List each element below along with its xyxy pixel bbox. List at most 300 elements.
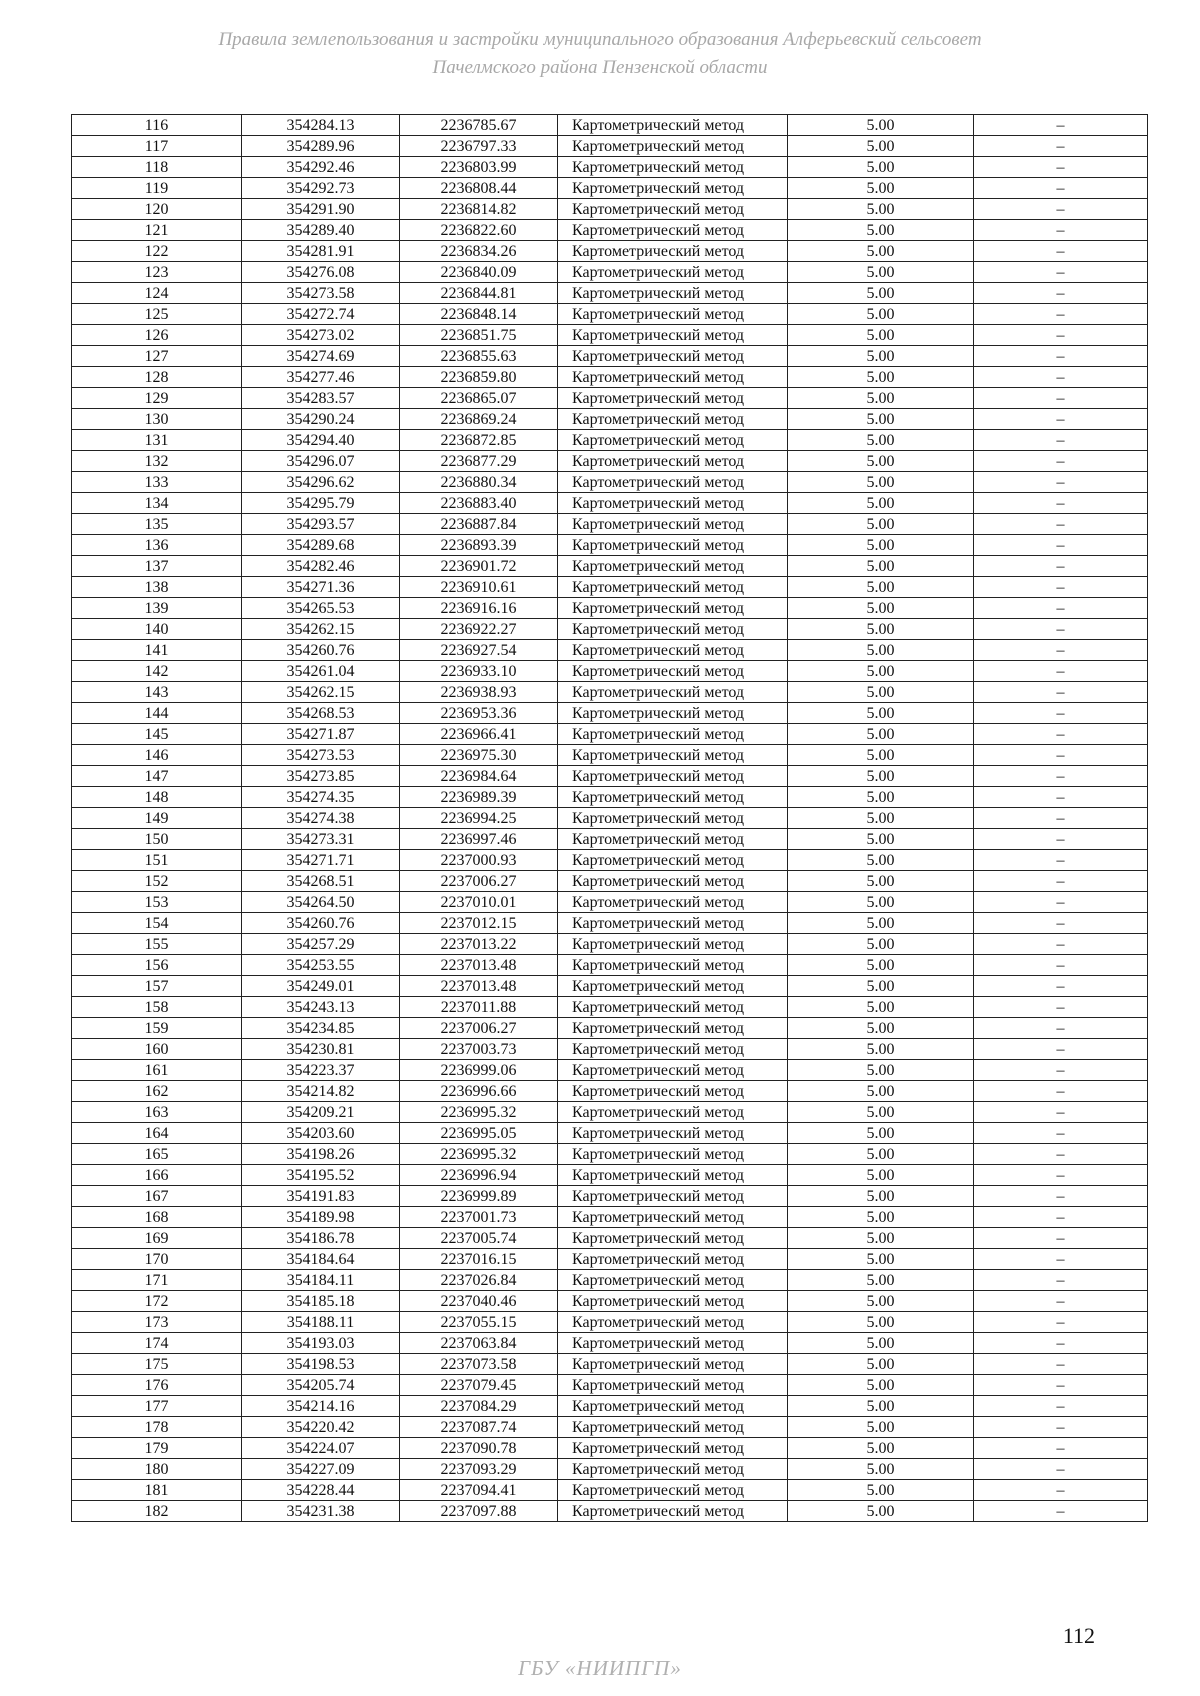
accuracy-cell: 5.00	[788, 787, 974, 808]
x-coordinate-cell: 354184.11	[242, 1270, 400, 1291]
x-coordinate-cell: 354253.55	[242, 955, 400, 976]
note-cell: –	[974, 1186, 1148, 1207]
table-row	[72, 808, 1148, 829]
point-number-cell: 124	[72, 283, 242, 304]
x-coordinate-cell: 354281.91	[242, 241, 400, 262]
y-coordinate-cell: 2236910.61	[400, 577, 558, 598]
x-coordinate-cell: 354273.85	[242, 766, 400, 787]
x-coordinate-cell: 354268.53	[242, 703, 400, 724]
table-row	[72, 619, 1148, 640]
point-number-cell: 175	[72, 1354, 242, 1375]
y-coordinate-cell: 2237055.15	[400, 1312, 558, 1333]
note-cell: –	[974, 178, 1148, 199]
table-row	[72, 1270, 1148, 1291]
accuracy-cell: 5.00	[788, 157, 974, 178]
note-cell: –	[974, 619, 1148, 640]
note-cell: –	[974, 1354, 1148, 1375]
point-number-cell: 128	[72, 367, 242, 388]
y-coordinate-cell: 2236840.09	[400, 262, 558, 283]
point-number-cell: 141	[72, 640, 242, 661]
x-coordinate-cell: 354261.04	[242, 661, 400, 682]
table-row	[72, 514, 1148, 535]
point-number-cell: 129	[72, 388, 242, 409]
table-row	[72, 325, 1148, 346]
note-cell: –	[974, 346, 1148, 367]
accuracy-cell: 5.00	[788, 1144, 974, 1165]
y-coordinate-cell: 2236995.05	[400, 1123, 558, 1144]
method-cell: Картометрический метод	[558, 409, 788, 430]
x-coordinate-cell: 354198.26	[242, 1144, 400, 1165]
method-cell: Картометрический метод	[558, 304, 788, 325]
point-number-cell: 142	[72, 661, 242, 682]
x-coordinate-cell: 354193.03	[242, 1333, 400, 1354]
method-cell: Картометрический метод	[558, 283, 788, 304]
x-coordinate-cell: 354289.96	[242, 136, 400, 157]
accuracy-cell: 5.00	[788, 808, 974, 829]
note-cell: –	[974, 451, 1148, 472]
method-cell: Картометрический метод	[558, 703, 788, 724]
accuracy-cell: 5.00	[788, 724, 974, 745]
point-number-cell: 145	[72, 724, 242, 745]
y-coordinate-cell: 2236901.72	[400, 556, 558, 577]
point-number-cell: 139	[72, 598, 242, 619]
y-coordinate-cell: 2236883.40	[400, 493, 558, 514]
point-number-cell: 180	[72, 1459, 242, 1480]
note-cell: –	[974, 955, 1148, 976]
accuracy-cell: 5.00	[788, 556, 974, 577]
point-number-cell: 157	[72, 976, 242, 997]
accuracy-cell: 5.00	[788, 577, 974, 598]
accuracy-cell: 5.00	[788, 430, 974, 451]
accuracy-cell: 5.00	[788, 829, 974, 850]
y-coordinate-cell: 2236851.75	[400, 325, 558, 346]
table-row	[72, 1228, 1148, 1249]
y-coordinate-cell: 2236938.93	[400, 682, 558, 703]
accuracy-cell: 5.00	[788, 976, 974, 997]
x-coordinate-cell: 354260.76	[242, 640, 400, 661]
note-cell: –	[974, 766, 1148, 787]
x-coordinate-cell: 354284.13	[242, 115, 400, 136]
method-cell: Картометрический метод	[558, 976, 788, 997]
point-number-cell: 174	[72, 1333, 242, 1354]
point-number-cell: 170	[72, 1249, 242, 1270]
table-row	[72, 703, 1148, 724]
table-row	[72, 535, 1148, 556]
table-row	[72, 262, 1148, 283]
x-coordinate-cell: 354223.37	[242, 1060, 400, 1081]
note-cell: –	[974, 430, 1148, 451]
point-number-cell: 158	[72, 997, 242, 1018]
point-number-cell: 127	[72, 346, 242, 367]
accuracy-cell: 5.00	[788, 598, 974, 619]
method-cell: Картометрический метод	[558, 1249, 788, 1270]
note-cell: –	[974, 1207, 1148, 1228]
y-coordinate-cell: 2236994.25	[400, 808, 558, 829]
y-coordinate-cell: 2236808.44	[400, 178, 558, 199]
accuracy-cell: 5.00	[788, 1291, 974, 1312]
method-cell: Картометрический метод	[558, 619, 788, 640]
x-coordinate-cell: 354185.18	[242, 1291, 400, 1312]
method-cell: Картометрический метод	[558, 1144, 788, 1165]
accuracy-cell: 5.00	[788, 913, 974, 934]
point-number-cell: 162	[72, 1081, 242, 1102]
method-cell: Картометрический метод	[558, 136, 788, 157]
table-row	[72, 724, 1148, 745]
table-row	[72, 115, 1148, 136]
point-number-cell: 119	[72, 178, 242, 199]
accuracy-cell: 5.00	[788, 745, 974, 766]
table-row	[72, 1459, 1148, 1480]
y-coordinate-cell: 2237010.01	[400, 892, 558, 913]
note-cell: –	[974, 1123, 1148, 1144]
y-coordinate-cell: 2237090.78	[400, 1438, 558, 1459]
accuracy-cell: 5.00	[788, 199, 974, 220]
x-coordinate-cell: 354203.60	[242, 1123, 400, 1144]
method-cell: Картометрический метод	[558, 514, 788, 535]
table-row	[72, 1186, 1148, 1207]
x-coordinate-cell: 354198.53	[242, 1354, 400, 1375]
note-cell: –	[974, 262, 1148, 283]
point-number-cell: 140	[72, 619, 242, 640]
point-number-cell: 159	[72, 1018, 242, 1039]
point-number-cell: 178	[72, 1417, 242, 1438]
accuracy-cell: 5.00	[788, 1459, 974, 1480]
note-cell: –	[974, 199, 1148, 220]
note-cell: –	[974, 808, 1148, 829]
method-cell: Картометрический метод	[558, 1291, 788, 1312]
method-cell: Картометрический метод	[558, 850, 788, 871]
y-coordinate-cell: 2236785.67	[400, 115, 558, 136]
accuracy-cell: 5.00	[788, 1354, 974, 1375]
method-cell: Картометрический метод	[558, 388, 788, 409]
x-coordinate-cell: 354249.01	[242, 976, 400, 997]
header-line-2: Пачелмского района Пензенской области	[432, 57, 768, 78]
note-cell: –	[974, 871, 1148, 892]
point-number-cell: 163	[72, 1102, 242, 1123]
note-cell: –	[974, 724, 1148, 745]
y-coordinate-cell: 2237073.58	[400, 1354, 558, 1375]
x-coordinate-cell: 354262.15	[242, 682, 400, 703]
method-cell: Картометрический метод	[558, 1102, 788, 1123]
method-cell: Картометрический метод	[558, 346, 788, 367]
x-coordinate-cell: 354205.74	[242, 1375, 400, 1396]
note-cell: –	[974, 241, 1148, 262]
x-coordinate-cell: 354277.46	[242, 367, 400, 388]
y-coordinate-cell: 2236887.84	[400, 514, 558, 535]
x-coordinate-cell: 354273.53	[242, 745, 400, 766]
point-number-cell: 172	[72, 1291, 242, 1312]
point-number-cell: 134	[72, 493, 242, 514]
method-cell: Картометрический метод	[558, 115, 788, 136]
point-number-cell: 167	[72, 1186, 242, 1207]
method-cell: Картометрический метод	[558, 766, 788, 787]
x-coordinate-cell: 354289.40	[242, 220, 400, 241]
note-cell: –	[974, 787, 1148, 808]
table-row	[72, 283, 1148, 304]
table-row	[72, 745, 1148, 766]
accuracy-cell: 5.00	[788, 640, 974, 661]
point-number-cell: 116	[72, 115, 242, 136]
y-coordinate-cell: 2237013.48	[400, 976, 558, 997]
x-coordinate-cell: 354260.76	[242, 913, 400, 934]
x-coordinate-cell: 354268.51	[242, 871, 400, 892]
accuracy-cell: 5.00	[788, 409, 974, 430]
table-row	[72, 157, 1148, 178]
accuracy-cell: 5.00	[788, 1102, 974, 1123]
note-cell: –	[974, 997, 1148, 1018]
note-cell: –	[974, 577, 1148, 598]
x-coordinate-cell: 354273.58	[242, 283, 400, 304]
table-row	[72, 661, 1148, 682]
point-number-cell: 169	[72, 1228, 242, 1249]
x-coordinate-cell: 354274.35	[242, 787, 400, 808]
method-cell: Картометрический метод	[558, 1270, 788, 1291]
point-number-cell: 160	[72, 1039, 242, 1060]
method-cell: Картометрический метод	[558, 829, 788, 850]
method-cell: Картометрический метод	[558, 661, 788, 682]
table-row	[72, 220, 1148, 241]
note-cell: –	[974, 1039, 1148, 1060]
x-coordinate-cell: 354293.57	[242, 514, 400, 535]
x-coordinate-cell: 354292.46	[242, 157, 400, 178]
y-coordinate-cell: 2236797.33	[400, 136, 558, 157]
y-coordinate-cell: 2236989.39	[400, 787, 558, 808]
y-coordinate-cell: 2237001.73	[400, 1207, 558, 1228]
method-cell: Картометрический метод	[558, 367, 788, 388]
method-cell: Картометрический метод	[558, 1375, 788, 1396]
accuracy-cell: 5.00	[788, 766, 974, 787]
point-number-cell: 147	[72, 766, 242, 787]
note-cell: –	[974, 115, 1148, 136]
table-row	[72, 829, 1148, 850]
point-number-cell: 125	[72, 304, 242, 325]
accuracy-cell: 5.00	[788, 1501, 974, 1522]
point-number-cell: 181	[72, 1480, 242, 1501]
point-number-cell: 122	[72, 241, 242, 262]
note-cell: –	[974, 703, 1148, 724]
accuracy-cell: 5.00	[788, 388, 974, 409]
point-number-cell: 123	[72, 262, 242, 283]
coordinates-table-body	[72, 115, 1148, 1522]
table-row	[72, 1480, 1148, 1501]
accuracy-cell: 5.00	[788, 1039, 974, 1060]
table-row	[72, 178, 1148, 199]
y-coordinate-cell: 2236996.94	[400, 1165, 558, 1186]
note-cell: –	[974, 1018, 1148, 1039]
point-number-cell: 154	[72, 913, 242, 934]
table-row	[72, 1396, 1148, 1417]
method-cell: Картометрический метод	[558, 1333, 788, 1354]
y-coordinate-cell: 2236997.46	[400, 829, 558, 850]
y-coordinate-cell: 2236999.89	[400, 1186, 558, 1207]
accuracy-cell: 5.00	[788, 1228, 974, 1249]
table-row	[72, 136, 1148, 157]
table-row	[72, 1291, 1148, 1312]
method-cell: Картометрический метод	[558, 1438, 788, 1459]
table-row	[72, 388, 1148, 409]
method-cell: Картометрический метод	[558, 157, 788, 178]
note-cell: –	[974, 304, 1148, 325]
accuracy-cell: 5.00	[788, 1396, 974, 1417]
y-coordinate-cell: 2237011.88	[400, 997, 558, 1018]
point-number-cell: 136	[72, 535, 242, 556]
table-row	[72, 1249, 1148, 1270]
point-number-cell: 118	[72, 157, 242, 178]
x-coordinate-cell: 354273.31	[242, 829, 400, 850]
accuracy-cell: 5.00	[788, 1312, 974, 1333]
note-cell: –	[974, 1165, 1148, 1186]
table-row	[72, 430, 1148, 451]
x-coordinate-cell: 354262.15	[242, 619, 400, 640]
point-number-cell: 168	[72, 1207, 242, 1228]
note-cell: –	[974, 1480, 1148, 1501]
table-row	[72, 1165, 1148, 1186]
y-coordinate-cell: 2236995.32	[400, 1144, 558, 1165]
point-number-cell: 164	[72, 1123, 242, 1144]
table-row	[72, 1144, 1148, 1165]
note-cell: –	[974, 1081, 1148, 1102]
y-coordinate-cell: 2236869.24	[400, 409, 558, 430]
table-row	[72, 871, 1148, 892]
y-coordinate-cell: 2237012.15	[400, 913, 558, 934]
method-cell: Картометрический метод	[558, 178, 788, 199]
point-number-cell: 149	[72, 808, 242, 829]
table-row	[72, 1018, 1148, 1039]
x-coordinate-cell: 354188.11	[242, 1312, 400, 1333]
table-row	[72, 787, 1148, 808]
table-row	[72, 1060, 1148, 1081]
method-cell: Картометрический метод	[558, 493, 788, 514]
y-coordinate-cell: 2237040.46	[400, 1291, 558, 1312]
note-cell: –	[974, 325, 1148, 346]
method-cell: Картометрический метод	[558, 640, 788, 661]
accuracy-cell: 5.00	[788, 493, 974, 514]
method-cell: Картометрический метод	[558, 892, 788, 913]
table-row	[72, 451, 1148, 472]
note-cell: –	[974, 409, 1148, 430]
note-cell: –	[974, 1375, 1148, 1396]
table-row	[72, 1123, 1148, 1144]
x-coordinate-cell: 354231.38	[242, 1501, 400, 1522]
accuracy-cell: 5.00	[788, 220, 974, 241]
table-row	[72, 640, 1148, 661]
method-cell: Картометрический метод	[558, 199, 788, 220]
method-cell: Картометрический метод	[558, 262, 788, 283]
x-coordinate-cell: 354271.87	[242, 724, 400, 745]
x-coordinate-cell: 354282.46	[242, 556, 400, 577]
method-cell: Картометрический метод	[558, 1018, 788, 1039]
y-coordinate-cell: 2236848.14	[400, 304, 558, 325]
accuracy-cell: 5.00	[788, 934, 974, 955]
method-cell: Картометрический метод	[558, 1501, 788, 1522]
x-coordinate-cell: 354273.02	[242, 325, 400, 346]
accuracy-cell: 5.00	[788, 472, 974, 493]
table-row	[72, 304, 1148, 325]
point-number-cell: 148	[72, 787, 242, 808]
point-number-cell: 171	[72, 1270, 242, 1291]
y-coordinate-cell: 2237097.88	[400, 1501, 558, 1522]
table-row	[72, 934, 1148, 955]
x-coordinate-cell: 354289.68	[242, 535, 400, 556]
table-row	[72, 1312, 1148, 1333]
method-cell: Картометрический метод	[558, 241, 788, 262]
x-coordinate-cell: 354276.08	[242, 262, 400, 283]
x-coordinate-cell: 354195.52	[242, 1165, 400, 1186]
method-cell: Картометрический метод	[558, 871, 788, 892]
table-row	[72, 1333, 1148, 1354]
point-number-cell: 130	[72, 409, 242, 430]
point-number-cell: 137	[72, 556, 242, 577]
y-coordinate-cell: 2236877.29	[400, 451, 558, 472]
note-cell: –	[974, 136, 1148, 157]
accuracy-cell: 5.00	[788, 661, 974, 682]
table-row	[72, 682, 1148, 703]
y-coordinate-cell: 2236999.06	[400, 1060, 558, 1081]
accuracy-cell: 5.00	[788, 619, 974, 640]
x-coordinate-cell: 354274.69	[242, 346, 400, 367]
table-row	[72, 1501, 1148, 1522]
y-coordinate-cell: 2236966.41	[400, 724, 558, 745]
y-coordinate-cell: 2236927.54	[400, 640, 558, 661]
x-coordinate-cell: 354265.53	[242, 598, 400, 619]
point-number-cell: 182	[72, 1501, 242, 1522]
table-row	[72, 1081, 1148, 1102]
accuracy-cell: 5.00	[788, 850, 974, 871]
method-cell: Картометрический метод	[558, 745, 788, 766]
x-coordinate-cell: 354274.38	[242, 808, 400, 829]
accuracy-cell: 5.00	[788, 1123, 974, 1144]
note-cell: –	[974, 850, 1148, 871]
point-number-cell: 146	[72, 745, 242, 766]
x-coordinate-cell: 354291.90	[242, 199, 400, 220]
point-number-cell: 138	[72, 577, 242, 598]
note-cell: –	[974, 157, 1148, 178]
page-footer: ГБУ «НИИПГП»	[518, 1656, 682, 1680]
x-coordinate-cell: 354227.09	[242, 1459, 400, 1480]
table-row	[72, 472, 1148, 493]
method-cell: Картометрический метод	[558, 451, 788, 472]
x-coordinate-cell: 354191.83	[242, 1186, 400, 1207]
method-cell: Картометрический метод	[558, 1480, 788, 1501]
note-cell: –	[974, 283, 1148, 304]
y-coordinate-cell: 2236859.80	[400, 367, 558, 388]
point-number-cell: 155	[72, 934, 242, 955]
note-cell: –	[974, 661, 1148, 682]
x-coordinate-cell: 354214.16	[242, 1396, 400, 1417]
note-cell: –	[974, 892, 1148, 913]
method-cell: Картометрический метод	[558, 682, 788, 703]
table-row	[72, 493, 1148, 514]
table-row	[72, 199, 1148, 220]
point-number-cell: 177	[72, 1396, 242, 1417]
note-cell: –	[974, 598, 1148, 619]
y-coordinate-cell: 2236822.60	[400, 220, 558, 241]
x-coordinate-cell: 354189.98	[242, 1207, 400, 1228]
x-coordinate-cell: 354228.44	[242, 1480, 400, 1501]
table-row	[72, 976, 1148, 997]
y-coordinate-cell: 2236855.63	[400, 346, 558, 367]
accuracy-cell: 5.00	[788, 955, 974, 976]
accuracy-cell: 5.00	[788, 997, 974, 1018]
y-coordinate-cell: 2236995.32	[400, 1102, 558, 1123]
note-cell: –	[974, 220, 1148, 241]
method-cell: Картометрический метод	[558, 325, 788, 346]
header-line-1: Правила землепользования и застройки муниципального образования Алферьевский сельсовет	[218, 29, 982, 50]
note-cell: –	[974, 1396, 1148, 1417]
y-coordinate-cell: 2237000.93	[400, 850, 558, 871]
y-coordinate-cell: 2236803.99	[400, 157, 558, 178]
y-coordinate-cell: 2237006.27	[400, 1018, 558, 1039]
